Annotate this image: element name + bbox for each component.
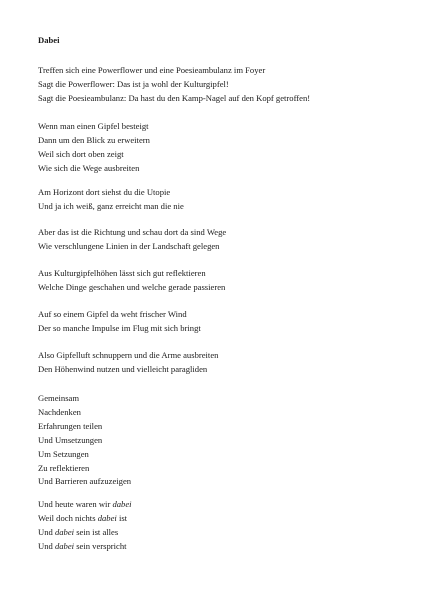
poem-line: Also Gipfelluft schnuppern und die Arme ausbreiten: [38, 350, 219, 360]
stanza-7: [38, 349, 218, 377]
poem-line: [38, 540, 132, 554]
line-text: sein verspricht: [74, 540, 127, 551]
poem-line: Zu reflektieren: [38, 462, 90, 473]
poem-line: [38, 498, 132, 512]
stanza-8: [38, 392, 131, 489]
poem-line: Erfahrungen teilen: [38, 420, 103, 431]
poem-line: [38, 526, 132, 540]
poem-line: Am Horizont dort siehst du die Utopie: [38, 187, 171, 197]
stanza-9: [38, 498, 132, 554]
stanza-1: [38, 64, 310, 106]
poem-line: Aus Kulturgipfelhöhen lässt sich gut reflektieren: [38, 268, 206, 278]
line-text: ist: [116, 512, 128, 523]
poem-line: [38, 512, 132, 526]
stanza-6: [38, 308, 201, 336]
stanza-3: [38, 186, 184, 214]
poem-line: Treffen sich eine Powerflower und eine Poesieambulanz im Foyer: [38, 65, 266, 75]
poem-line: Wie verschlungene Linien in der Landschaft gelegen: [38, 240, 220, 251]
line-text: Und: [38, 526, 55, 537]
poem-line: Und Umsetzungen: [38, 434, 103, 445]
poem-line: Um Setzungen: [38, 448, 89, 459]
poem-line: Wie sich die Wege ausbreiten: [38, 162, 140, 173]
poem-line: Gemeinsam: [38, 393, 80, 403]
line-text: sein ist alles: [74, 526, 119, 537]
line-text: Weil doch nichts: [38, 512, 98, 523]
emphasis-text: dabei: [97, 512, 117, 523]
poem-line: Den Höhenwind nutzen und vielleicht paragliden: [38, 363, 208, 374]
poem-line: Und ja ich weiß, ganz erreicht man die nie: [38, 200, 184, 211]
poem-line: Sagt die Powerflower: Das ist ja wohl der Kulturgipfel!: [38, 78, 229, 89]
line-text: Und heute waren wir: [38, 499, 113, 509]
poem-line: Nachdenken: [38, 406, 81, 417]
line-text: Und: [38, 540, 55, 551]
poem-line: Der so manche Impulse im Flug mit sich bringt: [38, 322, 201, 333]
poem-line: Wenn man einen Gipfel besteigt: [38, 121, 149, 131]
poem-line: Und Barrieren aufzuzeigen: [38, 476, 132, 487]
emphasis-text: dabei: [54, 526, 75, 537]
poem-line: Dann um den Blick zu erweitern: [38, 134, 150, 145]
poem-line: Weil sich dort oben zeigt: [38, 148, 124, 159]
stanza-2: [38, 120, 150, 176]
poem-title: Dabei: [38, 35, 60, 45]
poem-line: Aber das ist die Richtung und schau dort da sind Wege: [38, 227, 227, 237]
emphasis-text: dabei: [54, 540, 75, 551]
poem-line: Auf so einem Gipfel da weht frischer Wind: [38, 309, 187, 319]
emphasis-text: dabei: [112, 499, 132, 509]
poem-line: Welche Dinge geschahen und welche gerade passieren: [38, 281, 226, 292]
stanza-5: [38, 267, 225, 295]
stanza-4: [38, 226, 226, 254]
poem-line: Sagt die Poesieambulanz: Da hast du den Kamp-Nagel auf den Kopf getroffen!: [38, 92, 311, 103]
